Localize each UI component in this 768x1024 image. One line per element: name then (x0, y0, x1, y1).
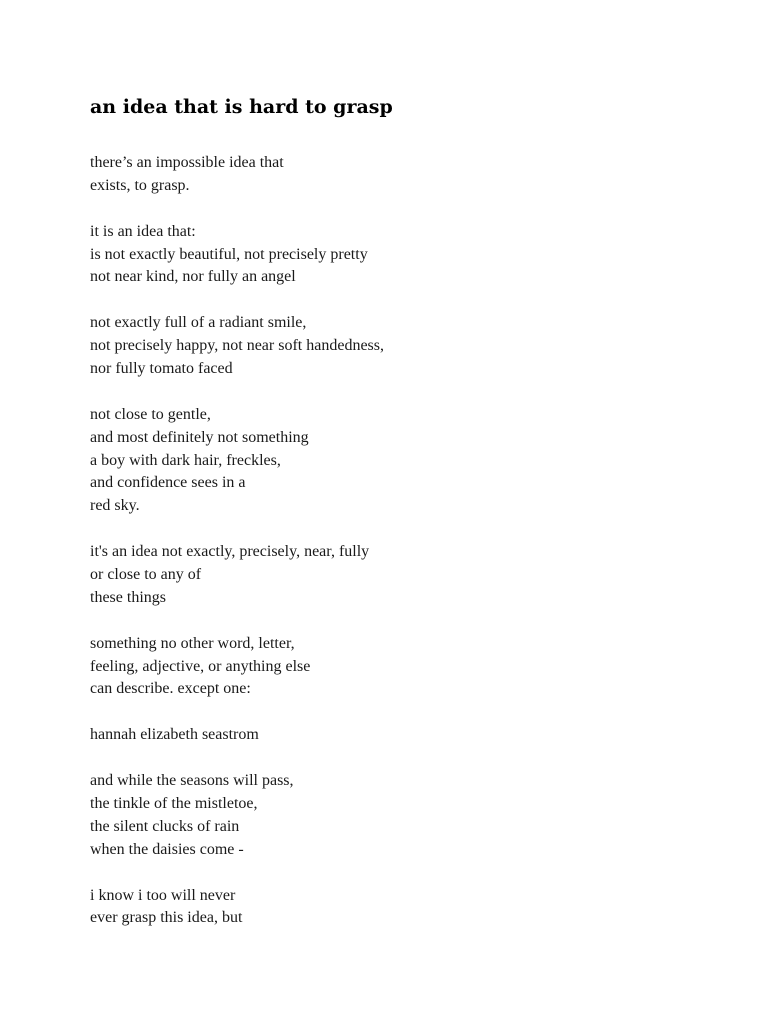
poem-line: and most definitely not something (90, 428, 309, 446)
poem-stanza (90, 724, 690, 747)
poem-stanza (90, 312, 690, 381)
poem-line: not close to gentle, (90, 405, 211, 423)
poem-line: the silent clucks of rain (90, 817, 240, 835)
poem-line: it's an idea not exactly, precisely, near, fully (90, 543, 370, 561)
poem-line: there’s an impossible idea that (90, 154, 284, 171)
poem-stanza (90, 541, 690, 610)
poem-line: or close to any of (90, 566, 202, 584)
poem-line: it is an idea that: (90, 222, 196, 240)
poem-title: an idea that is hard to grasp (90, 96, 393, 118)
poem-stanza (90, 770, 690, 862)
poem-stanza (90, 152, 690, 198)
poem-stanza (90, 404, 690, 518)
poem-line: when the daisies come - (90, 840, 244, 858)
poem-line: ever grasp this idea, but (90, 909, 243, 927)
poem-line: and confidence sees in a (90, 474, 246, 492)
poem-line: hannah elizabeth seastrom (90, 726, 259, 744)
poem-line: these things (90, 588, 166, 606)
poem-stanza (90, 221, 690, 290)
poem-line: red sky. (90, 497, 140, 515)
poem-line: something no other word, letter, (90, 634, 295, 652)
poem-line: nor fully tomato faced (90, 360, 233, 378)
poem-line: exists, to grasp. (90, 176, 190, 194)
poem-line: is not exactly beautiful, not precisely pretty (90, 245, 368, 263)
poem-line: i know i too will never (90, 886, 236, 904)
poem-line: not exactly full of a radiant smile, (90, 314, 307, 332)
poem-line: can describe. except one: (90, 680, 251, 698)
poem-stanza (90, 633, 690, 702)
poem-stanza (90, 885, 690, 931)
poem-body (90, 152, 690, 953)
poem-line: not precisely happy, not near soft handedness, (90, 337, 384, 355)
poem-line: a boy with dark hair, freckles, (90, 451, 281, 469)
poem-line: and while the seasons will pass, (90, 772, 294, 790)
poem-line: feeling, adjective, or anything else (90, 657, 311, 675)
poem-line: not near kind, nor fully an angel (90, 268, 296, 286)
poem-line: the tinkle of the mistletoe, (90, 794, 258, 812)
